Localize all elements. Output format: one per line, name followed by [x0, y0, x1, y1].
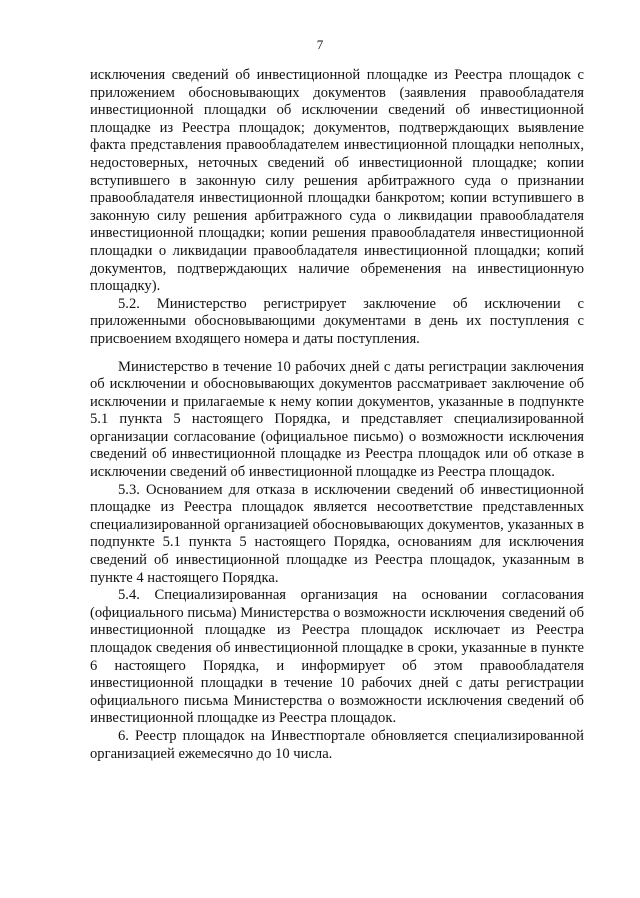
- paragraph-5-3: 5.3. Основанием для отказа в исключении сведений об инвестиционной площадке из Реестра площадок является несоответствие представленных специализированной организацией обосновывающих документов, указанных в подпункте 5.1 пункта 5 настоящего Порядка, основаниям для исключения сведений об инвестиционной площадке из Реестра площадок, указанным в пункте 4 настоящего Порядка.: [90, 481, 584, 586]
- paragraph-5-1-continuation: исключения сведений об инвестиционной площадке из Реестра площадок с приложением обосновывающих документов (заявления правообладателя инвестиционной площадки об исключении сведений об инвестиционной площадке из Реестра площадок; документов, подтверждающих выявление факта представления правообладателем инвестиционной площадки неполных, недостоверных, неточных сведений об инвестиционной площадке; копии вступившего в законную силу решения арбитражного суда о признании правообладателя инвестиционной площадки банкротом; копии вступившего в законную силу решения арбитражного суда о ликвидации правообладателя инвестиционной площадки; копии решения правообладателя инвестиционной площадки о ликвидации правообладателя инвестиционной площадки; копий документов, подтверждающих наличие обременения на инвестиционную площадку).: [90, 67, 584, 295]
- paragraph-6: 6. Реестр площадок на Инвестпортале обновляется специализированной организацией ежемесячно до 10 числа.: [90, 727, 584, 762]
- paragraph-5-2: 5.2. Министерство регистрирует заключение об исключении с приложенными обосновывающими документами в день их поступления с присвоением входящего номера и даты поступления.: [90, 295, 584, 347]
- paragraph-ministry-review: Министерство в течение 10 рабочих дней с даты регистрации заключения об исключении и обосновывающих документов рассматривает заключение об исключении и прилагаемые к нему копии документов, указанные в подпункте 5.1 пункта 5 настоящего Порядка, и представляет специализированной организации согласование (официальное письмо) о возможности исключения сведений об инвестиционной площадке из Реестра площадок или об отказе в исключении сведений об инвестиционной площадке из Реестра площадок.: [90, 358, 584, 481]
- page-number: 7: [316, 37, 324, 52]
- paragraph-5-4: 5.4. Специализированная организация на основании согласования (официального письма) Министерства о возможности исключения сведений об инвестиционной площадке из Реестра площадок исключает из Реестра площадок сведения об инвестиционной площадке в сроки, указанные в пункте 6 настоящего Порядка, и информирует об этом правообладателя инвестиционной площадки в течение 10 рабочих дней с даты регистрации официального письма Министерства о возможности исключения сведений об инвестиционной площадке из Реестра площадок.: [90, 587, 584, 727]
- document-body: [90, 67, 584, 763]
